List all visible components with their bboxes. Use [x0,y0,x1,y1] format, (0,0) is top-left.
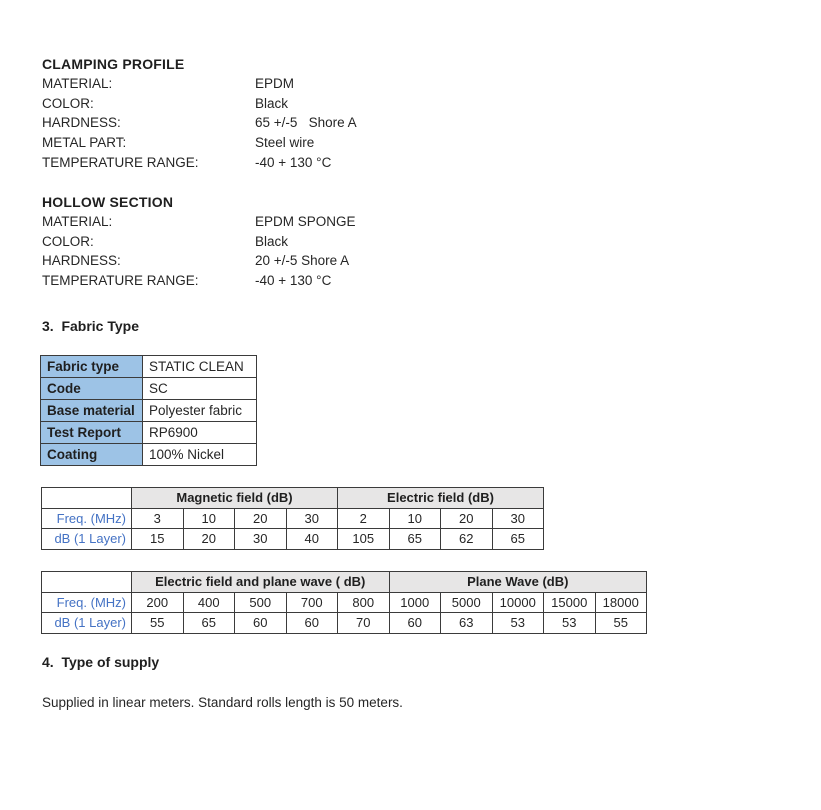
db-cell: 60 [286,613,338,634]
clamping-profile-section [42,54,522,173]
db-cell: 65 [183,613,235,634]
spec-label: TEMPERATURE RANGE: [42,273,199,289]
db-cell: 63 [441,613,493,634]
freq-cell: 10 [389,508,441,529]
fabric-type-table [40,355,257,466]
corner-cell [42,488,132,509]
spec-label: HARDNESS: [42,115,121,131]
fabric-row-label: Code [41,378,143,400]
freq-cell: 500 [235,592,287,613]
db-cell: 70 [338,613,390,634]
shielding-table-high-freq [41,571,647,634]
freq-cell: 3 [132,508,184,529]
shielding-table-low-freq [41,487,544,550]
spec-value: -40 + 130 °C [255,154,332,170]
freq-cell: 18000 [595,592,647,613]
freq-cell: 20 [441,508,493,529]
spec-row [42,232,522,252]
db-cell: 55 [132,613,184,634]
spec-row [42,133,522,153]
spec-value: Black [255,95,289,111]
spec-value: EPDM [255,76,295,91]
freq-cell: 1000 [389,592,441,613]
fabric-row-value: STATIC CLEAN [143,356,257,378]
spec-label: COLOR: [42,95,94,111]
spec-row [42,74,522,94]
table-row [42,613,647,634]
db-cell: 60 [235,613,287,634]
group-header-electric-field: Electric field (dB) [338,488,544,509]
corner-cell [42,572,132,593]
spec-value: 65 +/-5 Shore A [255,115,357,131]
spec-label: MATERIAL: [42,76,113,91]
db-cell: 55 [595,613,647,634]
fabric-row-label: Test Report [41,422,143,444]
db-cell: 65 [492,529,544,550]
db-cell: 53 [544,613,596,634]
db-cell: 40 [286,529,338,550]
table-row [42,592,647,613]
db-cell: 65 [389,529,441,550]
table-row [42,508,544,529]
hollow-section-section [42,192,522,291]
table-row [42,572,647,593]
freq-cell: 800 [338,592,390,613]
fabric-row-value: Polyester fabric [143,400,257,422]
table-row [42,529,544,550]
db-cell: 62 [441,529,493,550]
db-cell: 20 [183,529,235,550]
fabric-row-value: 100% Nickel [143,444,257,466]
table-row [41,422,257,444]
db-cell: 15 [132,529,184,550]
type-of-supply-body: Supplied in linear meters. Standard rolls length is 50 meters. [42,695,403,710]
row-label-db: dB (1 Layer) [42,613,132,634]
spec-row [42,212,522,232]
clamping-profile-title: CLAMPING PROFILE [42,56,185,72]
spec-value: 20 +/-5 Shore A [255,253,350,269]
row-label-db: dB (1 Layer) [42,529,132,550]
spec-label: HARDNESS: [42,253,121,269]
group-header-electric-plane-wave: Electric field and plane wave ( dB) [132,572,390,593]
db-cell: 105 [338,529,390,550]
freq-cell: 30 [492,508,544,529]
fabric-row-value: SC [143,378,257,400]
freq-cell: 10 [183,508,235,529]
spec-label: MATERIAL: [42,214,113,229]
freq-cell: 200 [132,592,184,613]
db-cell: 30 [235,529,287,550]
freq-cell: 15000 [544,592,596,613]
freq-cell: 30 [286,508,338,529]
freq-cell: 700 [286,592,338,613]
freq-cell: 20 [235,508,287,529]
fabric-row-label: Fabric type [41,356,143,378]
hollow-section-title: HOLLOW SECTION [42,194,174,210]
freq-cell: 5000 [441,592,493,613]
type-of-supply-heading: 4. Type of supply [42,654,160,670]
spec-label: COLOR: [42,233,94,249]
spec-value: Black [255,233,289,249]
spec-row [42,251,522,271]
table-row [42,488,544,509]
db-cell: 60 [389,613,441,634]
table-row [41,444,257,466]
table-row [41,378,257,400]
spec-label: METAL PART: [42,135,127,151]
row-label-freq: Freq. (MHz) [42,592,132,613]
spec-row [42,94,522,114]
spec-label: TEMPERATURE RANGE: [42,154,199,170]
fabric-row-label: Coating [41,444,143,466]
db-cell: 53 [492,613,544,634]
group-header-plane-wave: Plane Wave (dB) [389,572,647,593]
spec-row [42,153,522,173]
freq-cell: 10000 [492,592,544,613]
fabric-row-value: RP6900 [143,422,257,444]
fabric-type-heading: 3. Fabric Type [42,318,139,334]
table-row [41,400,257,422]
spec-row [42,113,522,133]
fabric-row-label: Base material [41,400,143,422]
spec-value: -40 + 130 °C [255,273,332,289]
freq-cell: 2 [338,508,390,529]
spec-value: Steel wire [255,135,315,151]
spec-row [42,271,522,291]
row-label-freq: Freq. (MHz) [42,508,132,529]
table-row [41,356,257,378]
group-header-magnetic-field: Magnetic field (dB) [132,488,338,509]
freq-cell: 400 [183,592,235,613]
spec-value: EPDM SPONGE [255,214,356,229]
